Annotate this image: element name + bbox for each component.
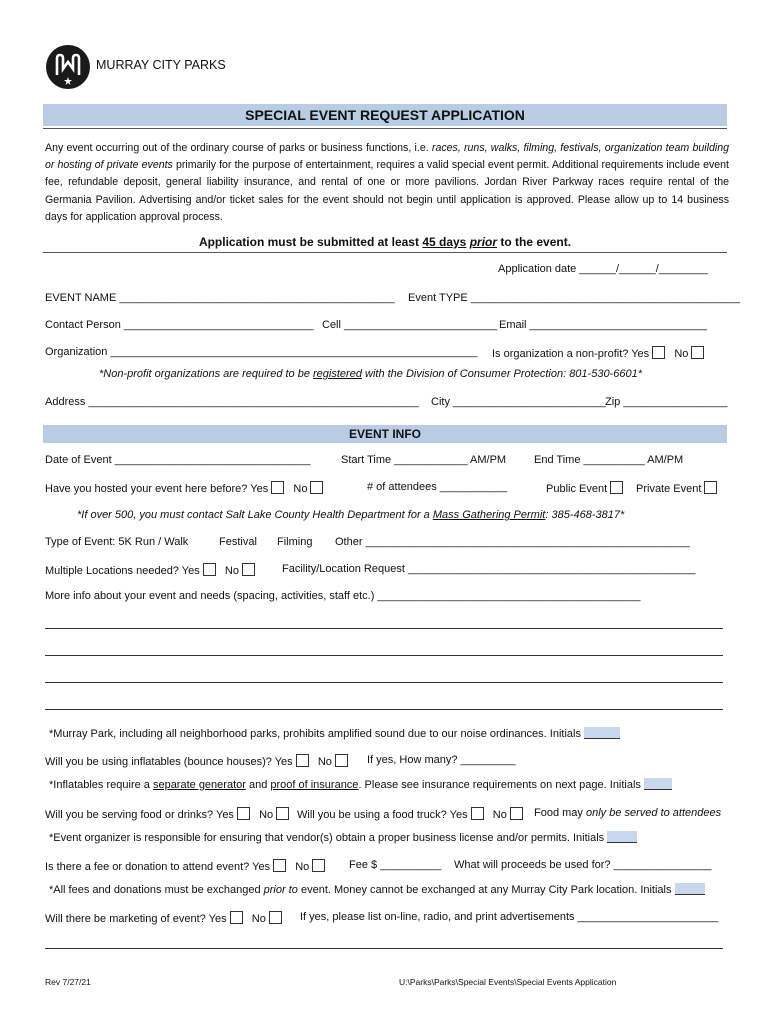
hosted-before-question: Have you hosted your event here before? Yes No: [45, 481, 323, 495]
marketing-yes-checkbox[interactable]: [230, 911, 243, 924]
divider: [43, 252, 727, 253]
type-of-event-option-filming[interactable]: Filming: [277, 536, 313, 548]
intro-paragraph: Any event occurring out of the ordinary course of parks or business functions, i.e. races, runs, walks, filming, festivals, organization team building or hosting of private events primarily for the purpose of entertainment, requires a valid special event permit. Additional requirements include event fee, refundable deposit, general liability insurance, and rental of one or more pavilions. Jordan River Parkway races require rental of the Germania Pavilion. Advertising and/or ticket sales for the event should not begin until application is approved. Please allow up to 14 business days for application approval process.: [45, 142, 729, 223]
food-question: Will you be serving food or drinks? Yes No: [45, 807, 289, 821]
submission-notice: Application must be submitted at least 45 days prior to the event.: [198, 235, 572, 249]
application-date-field[interactable]: Application date ______/______/________: [498, 263, 708, 275]
facility-request-field[interactable]: Facility/Location Request _______________________________________________: [282, 563, 696, 575]
nonprofit-note: *Non-profit organizations are required to be registered with the Division of Consumer Protection: 801-530-6601*: [99, 368, 642, 380]
hosted-no-checkbox[interactable]: [310, 481, 323, 494]
event-type-field[interactable]: Event TYPE ____________________________________________: [408, 292, 740, 304]
inflatables-note: *Inflatables require a separate generator and proof of insurance. Please see insurance requirements on next page. Initials: [49, 778, 672, 791]
hosted-yes-checkbox[interactable]: [271, 481, 284, 494]
public-event-option: Public Event: [546, 481, 623, 495]
fee-yes-checkbox[interactable]: [273, 859, 286, 872]
city-field[interactable]: City _________________________: [431, 396, 606, 408]
multiple-locations-question: Multiple Locations needed? Yes No: [45, 563, 255, 577]
more-info-line[interactable]: [45, 682, 723, 683]
multi-loc-yes-checkbox[interactable]: [203, 563, 216, 576]
type-of-event-option-festival[interactable]: Festival: [219, 536, 257, 548]
nonprofit-question: Is organization a non-profit? Yes No: [492, 346, 704, 360]
private-event-checkbox[interactable]: [704, 481, 717, 494]
email-field[interactable]: Email _____________________________: [499, 319, 707, 331]
page-title: SPECIAL EVENT REQUEST APPLICATION: [245, 107, 525, 123]
event-info-bar: [43, 425, 727, 443]
attendees-field[interactable]: # of attendees ___________: [367, 481, 508, 493]
food-yes-checkbox[interactable]: [237, 807, 250, 820]
food-no-checkbox[interactable]: [276, 807, 289, 820]
org-name: MURRAY CITY PARKS: [96, 58, 226, 72]
fee-no-checkbox[interactable]: [312, 859, 325, 872]
inflatables-question: Will you be using inflatables (bounce houses)? Yes No: [45, 754, 348, 768]
money-exchange-note: *All fees and donations must be exchanged prior to event. Money cannot be exchanged at any Murray City Park location. Initials: [49, 883, 705, 896]
cell-field[interactable]: Cell _________________________: [322, 319, 497, 331]
vendor-initials-field[interactable]: [607, 831, 637, 843]
divider: [43, 128, 727, 129]
zip-field[interactable]: Zip _________________: [605, 396, 728, 408]
marketing-question: Will there be marketing of event? Yes No: [45, 911, 282, 925]
marketing-line[interactable]: [45, 948, 723, 949]
vendor-note: *Event organizer is responsible for ensuring that vendor(s) obtain a proper business license and/or permits. Initials: [49, 831, 637, 844]
more-info-line[interactable]: [45, 709, 723, 710]
organization-field[interactable]: Organization ____________________________________________________________: [45, 346, 478, 358]
sound-ordinance-note: *Murray Park, including all neighborhood parks, prohibits amplified sound due to our noise ordinances. Initials: [49, 727, 620, 740]
more-info-line[interactable]: [45, 628, 723, 629]
food-truck-question: Will you be using a food truck? Yes No: [297, 807, 523, 821]
file-path-label: U:\Parks\Parks\Special Events\Special Events Application: [399, 977, 617, 987]
multi-loc-no-checkbox[interactable]: [242, 563, 255, 576]
fee-amount-field[interactable]: Fee $ __________: [349, 859, 442, 871]
money-initials-field[interactable]: [675, 883, 705, 895]
inflatables-initials-field[interactable]: [644, 778, 672, 790]
type-of-event-other-field[interactable]: Other _____________________________________________________: [335, 536, 690, 548]
sound-initials-field[interactable]: [584, 727, 620, 739]
start-time-field[interactable]: Start Time ____________ AM/PM: [341, 454, 507, 466]
inflatables-count-field[interactable]: If yes, How many? _________: [367, 754, 516, 766]
more-info-field[interactable]: More info about your event and needs (spacing, activities, staff etc.) ___________________________________________: [45, 590, 641, 602]
fee-question: Is there a fee or donation to attend event? Yes No: [45, 859, 325, 873]
marketing-list-field[interactable]: If yes, please list on-line, radio, and print advertisements _______________________: [300, 911, 719, 923]
inflatables-no-checkbox[interactable]: [335, 754, 348, 767]
contact-person-field[interactable]: Contact Person _______________________________: [45, 319, 314, 331]
event-name-field[interactable]: EVENT NAME _____________________________________________: [45, 292, 395, 304]
truck-no-checkbox[interactable]: [510, 807, 523, 820]
logo-mark-icon: [46, 45, 90, 89]
nonprofit-no-checkbox[interactable]: [691, 346, 704, 359]
event-info-heading: EVENT INFO: [348, 427, 421, 441]
inflatables-yes-checkbox[interactable]: [296, 754, 309, 767]
truck-yes-checkbox[interactable]: [471, 807, 484, 820]
marketing-no-checkbox[interactable]: [269, 911, 282, 924]
title-bar: [43, 104, 727, 126]
nonprofit-yes-checkbox[interactable]: [652, 346, 665, 359]
mass-gathering-note: *If over 500, you must contact Salt Lake County Health Department for a Mass Gathering Permit: 385-468-3817*: [77, 509, 625, 521]
revision-label: Rev 7/27/21: [45, 977, 91, 987]
private-event-option: Private Event: [636, 481, 717, 495]
murray-parks-logo: [46, 45, 90, 89]
public-event-checkbox[interactable]: [610, 481, 623, 494]
address-field[interactable]: Address ______________________________________________________: [45, 396, 419, 408]
date-of-event-field[interactable]: Date of Event ________________________________: [45, 454, 311, 466]
type-of-event-option-5k[interactable]: Type of Event: 5K Run / Walk: [45, 536, 189, 548]
end-time-field[interactable]: End Time __________ AM/PM: [534, 454, 684, 466]
food-attendees-note: Food may only be served to attendees: [534, 807, 722, 819]
proceeds-field[interactable]: What will proceeds be used for? ________________: [454, 859, 712, 871]
more-info-line[interactable]: [45, 655, 723, 656]
